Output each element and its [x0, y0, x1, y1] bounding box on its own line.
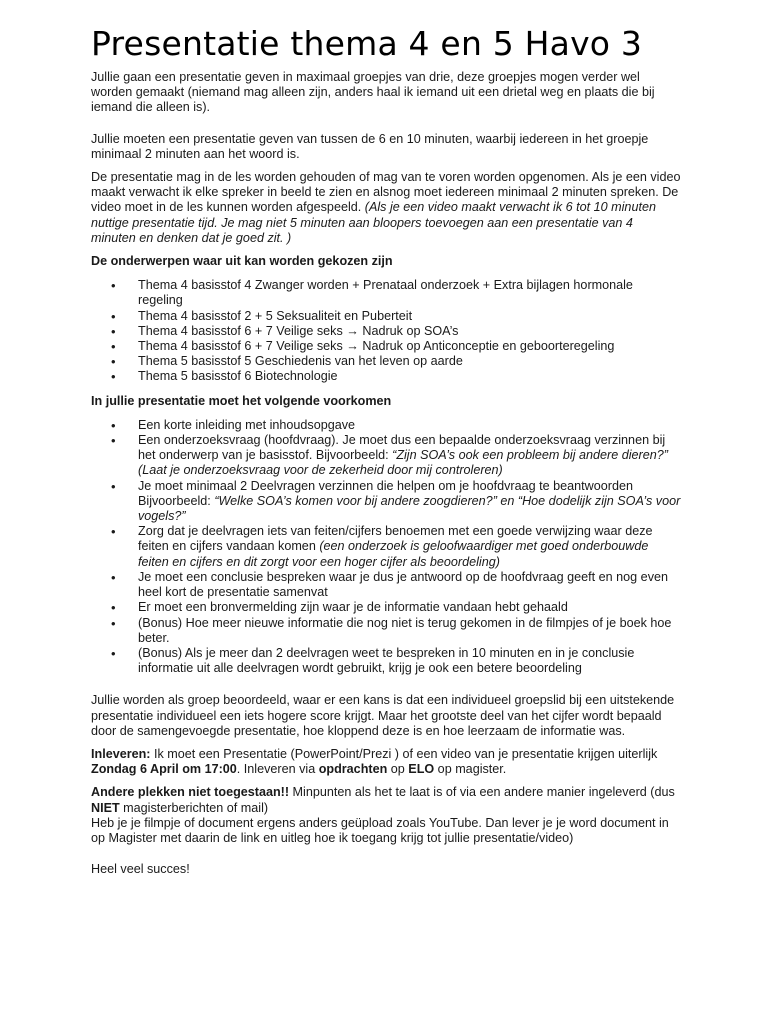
submit-text: . Inleveren via [236, 762, 319, 777]
requirements-list [91, 418, 681, 676]
other-places-paragraph [91, 785, 681, 815]
submit-deadline: Zondag 6 April om 17:00 [91, 762, 237, 777]
topics-heading: De onderwerpen waar uit kan worden gekozen zijn [91, 254, 393, 269]
requirement-item: • Een korte inleiding met inhoudsopgave [91, 418, 681, 433]
other-text: magisterberichten of mail) [119, 800, 269, 815]
topic-item: • Thema 5 basisstof 5 Geschiedenis van het leven op aarde [91, 354, 681, 369]
intro-paragraph-2: Jullie moeten een presentatie geven van tussen de 6 en 10 minuten, waarbij iedereen in het groepje minimaal 2 minuten aan het woord is. [91, 131, 649, 161]
requirements-heading: In jullie presentatie moet het volgende voorkomen [91, 393, 392, 408]
closing-text: Heel veel succes! [91, 862, 190, 877]
topics-list [91, 278, 681, 384]
intro-3-italic: (Als je een video maakt verwacht ik 6 tot 10 minuten nuttige presentatie tijd. Je mag niet 5 minuten aan bloopers toevoegen aan een presentatie van 4 minuten en denken dat je goed zit. ) [91, 200, 656, 245]
document-page [91, 24, 681, 877]
topic-item: • Thema 5 basisstof 6 Biotechnologie [91, 369, 681, 384]
requirement-item: • Er moet een bronvermelding zijn waar je de informatie vandaan hebt gehaald [91, 600, 681, 615]
requirement-italic: “Zijn SOA’s ook een probleem bij andere dieren?” (Laat je onderzoeksvraag voor de zekerheid door mij controleren) [138, 448, 668, 478]
topic-item: • Thema 4 basisstof 6 + 7 Veilige seks → Nadruk op Anticonceptie en geboorteregeling [91, 339, 681, 354]
requirement-item: • (Bonus) Als je meer dan 2 deelvragen weet te bespreken in 10 minuten en in je conclusie informatie uit alle deelvragen wordt gebruikt, krijg je ook een betere beoordeling [91, 646, 681, 676]
grading-paragraph: Jullie worden als groep beoordeeld, waar er een kans is dat een individueel groepslid bij een uitstekende presentatie individueel een iets hogere score krijgt. Maar het grootste deel van het cijfer wordt bepaald door de samengevoegde presentatie, hoe kloppend deze is en hoe leerzaam de informatie was. [91, 693, 675, 738]
intro-paragraph-3 [91, 170, 681, 246]
topic-item: • Thema 4 basisstof 4 Zwanger worden + Prenataal onderzoek + Extra bijlagen hormonale regeling [91, 278, 681, 308]
requirement-text: Een onderzoeksvraag (hoofdvraag). Je moet dus een bepaalde onderzoeksvraag verzinnen bij het onderwerp van je basisstof. Bijvoorbeeld: [138, 433, 666, 463]
submit-text: op magister. [434, 762, 507, 777]
requirement-italic: (een onderzoek is geloofwaardiger met goed onderbouwde feiten en cijfers en dit zorgt voor een hoger cijfer als beoordeling) [138, 539, 649, 569]
submit-text: Ik moet een Presentatie (PowerPoint/Prezi ) of een video van je presentatie krijgen uiterlijk [150, 746, 658, 761]
topic-item: • Thema 4 basisstof 6 + 7 Veilige seks → Nadruk op SOA’s [91, 324, 681, 339]
other-niet: NIET [91, 800, 120, 815]
submit-label: Inleveren: [91, 746, 151, 761]
topic-item: • Thema 4 basisstof 2 + 5 Seksualiteit en Puberteit [91, 309, 681, 324]
intro-3-text: De presentatie mag in de les worden gehouden of mag van te voren worden opgenomen. Als je een video maakt verwacht ik elke spreker in beeld te zien en alsnog moet iedereen minimaal 2 minuten spreken. De video moet in de les kunnen worden afgespeeld. [91, 170, 681, 215]
requirement-item: • Je moet een conclusie bespreken waar je dus je antwoord op de hoofdvraag geeft en nog even heel kort de presentatie samenvat [91, 570, 681, 600]
requirement-text: Je moet minimaal 2 Deelvragen verzinnen die helpen om je hoofdvraag te beantwoorden Bijvoorbeeld: [138, 478, 633, 508]
submit-paragraph [91, 747, 681, 777]
other-label: Andere plekken niet toegestaan!! [91, 785, 290, 800]
document-title: Presentatie thema 4 en 5 Havo 3 [91, 24, 643, 63]
submit-platform: ELO [408, 762, 435, 777]
requirement-item [91, 479, 681, 525]
submit-text: op [387, 762, 409, 777]
other-text: Minpunten als het te laat is of via een andere manier ingeleverd (dus [289, 785, 675, 800]
upload-elsewhere-paragraph: Heb je je filmpje of document ergens anders geüpload zoals YouTube. Dan lever je je word document in op Magister met daarin de link en uitleg hoe ik toegang krijg tot jullie presentatie/video) [91, 815, 669, 845]
submit-where: opdrachten [318, 762, 388, 777]
requirement-item: • (Bonus) Hoe meer nieuwe informatie die nog niet is terug gekomen in de filmpjes of je boek hoe beter. [91, 616, 681, 646]
requirement-text: Zorg dat je deelvragen iets van feiten/cijfers benoemen met een goede verwijzing waar deze feiten en cijfers vandaan komen [138, 524, 653, 554]
requirement-italic: “Welke SOA’s komen voor bij andere zoogdieren?” en “Hoe dodelijk zijn SOA’s voor vogels?” [138, 493, 681, 524]
requirement-item [91, 433, 681, 479]
requirement-item [91, 524, 681, 570]
intro-paragraph-1: Jullie gaan een presentatie geven in maximaal groepjes van drie, deze groepjes mogen verder wel worden gemaakt (niemand mag alleen zijn, anders haal ik iemand uit een drietal weg en plaats die bij iemand die alleen is). [91, 70, 655, 115]
